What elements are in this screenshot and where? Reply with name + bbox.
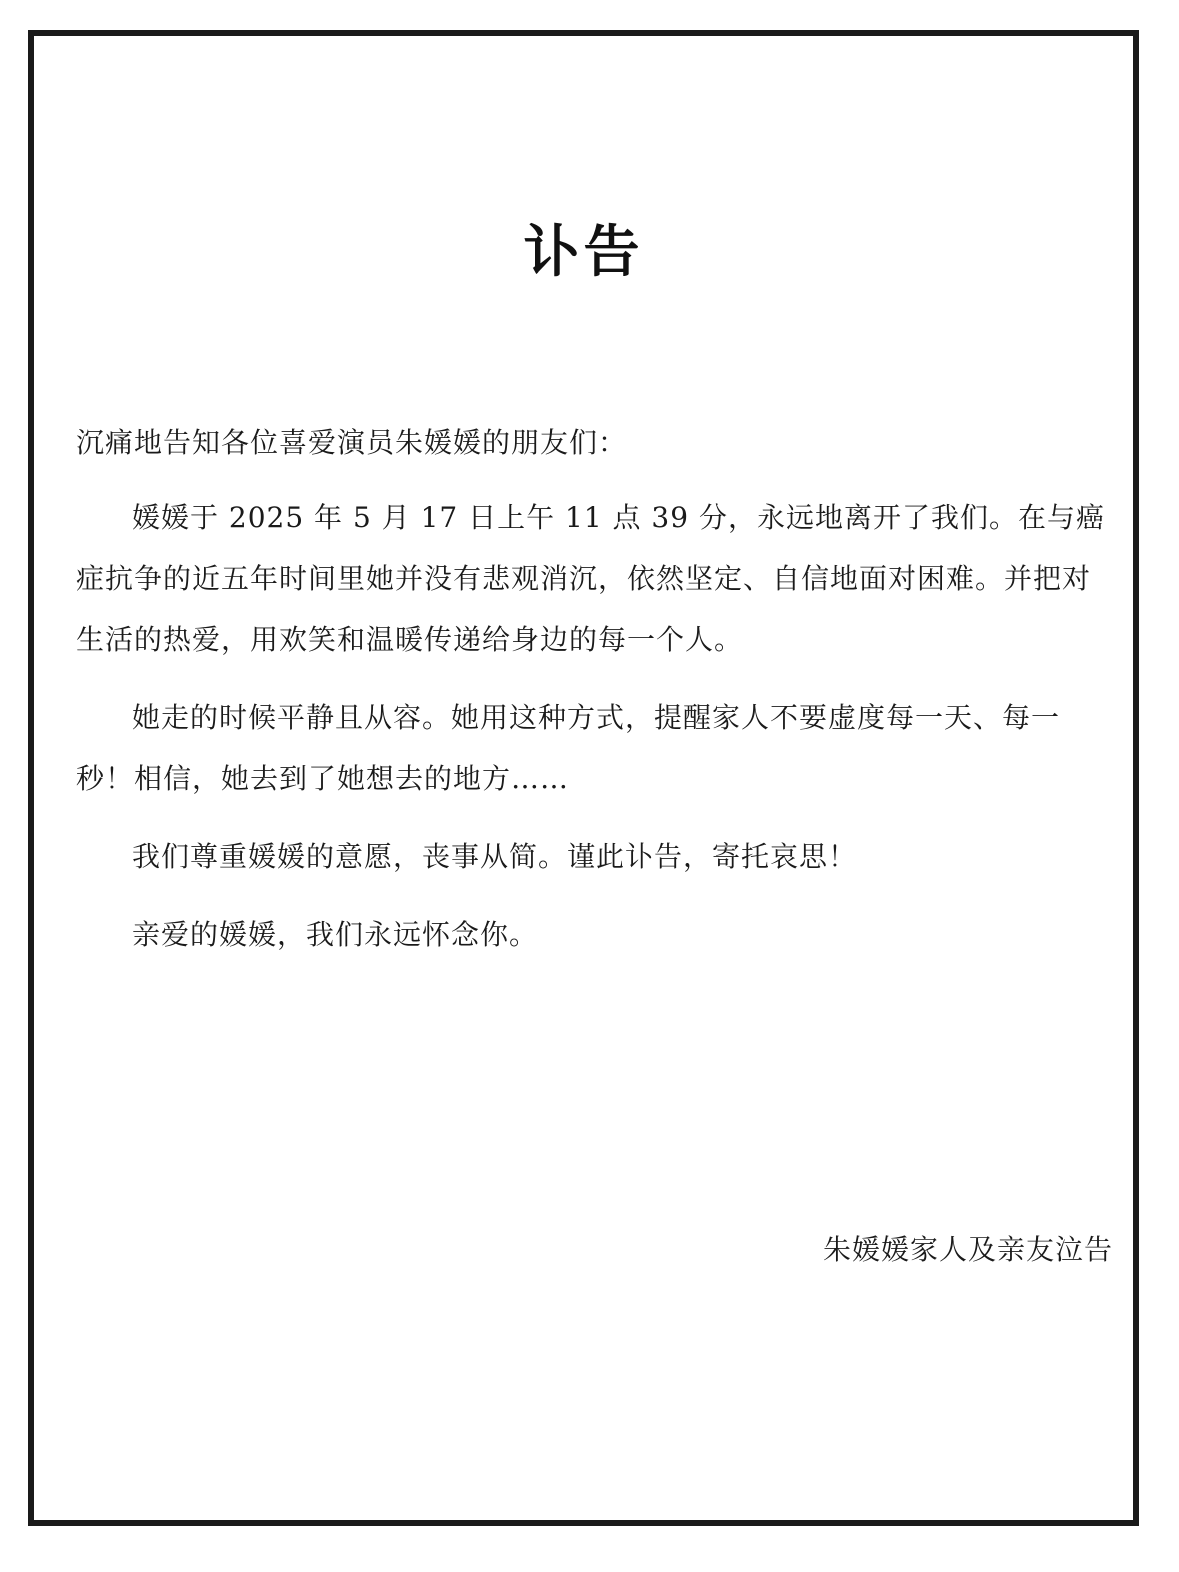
- paragraph-3: 我们尊重媛媛的意愿，丧事从简。谨此讣告，寄托哀思！: [132, 840, 858, 873]
- paragraph-1: 媛媛于 2025 年 5 月 17 日上午 11 点 39 分，永远地离开了我们。在与癌症抗争的近五年时间里她并没有悲观消沉，依然坚定、自信地面对困难。并把对生活的热爱，用欢笑和温暖传递给身边的每一个人。: [76, 501, 1105, 656]
- paragraph-2: 她走的时候平静且从容。她用这种方式，提醒家人不要虚度每一天、每一秒！相信，她去到了她想去的地方……: [76, 701, 1061, 795]
- salutation: 沉痛地告知各位喜爱演员朱媛媛的朋友们：: [76, 426, 628, 459]
- notice-title: 讣告: [523, 220, 644, 285]
- paragraph-4: 亲爱的媛媛，我们永远怀念你。: [132, 918, 539, 951]
- notice-frame: [28, 30, 1139, 1526]
- signature: 朱媛媛家人及亲友泣告: [822, 1233, 1113, 1266]
- notice-body: [76, 412, 1112, 982]
